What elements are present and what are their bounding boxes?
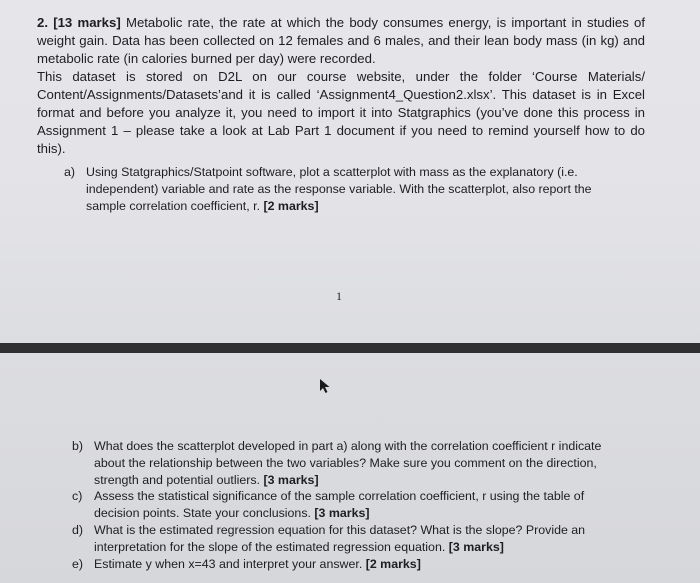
question-intro-text: Metabolic rate, the rate at which the body consumes energy, is important in studies of weight gain. Data has been collected on 12 females and 6 males, and their lean body mass (in kg) and metabolic rate (in calories burned per day) were recorded. bbox=[37, 15, 646, 66]
question-intro bbox=[37, 14, 645, 68]
part-e-letter: e) bbox=[72, 557, 84, 571]
part-e bbox=[72, 556, 632, 573]
part-e-text: Estimate y when x=43 and interpret your answer. bbox=[94, 557, 363, 571]
part-d-body bbox=[94, 522, 632, 556]
part-a-text: Using Statgraphics/Statpoint software, plot a scatterplot with mass as the explanatory (i.e. independent) variable and rate as the response variable. With the scatterplot, also report the sample correlation coefficient, r. bbox=[86, 165, 592, 213]
part-d-text: What is the estimated regression equation for this dataset? What is the slope? Provide an interpretation for the slope of the estimated regression equation. bbox=[94, 523, 586, 554]
part-a bbox=[64, 164, 632, 215]
part-d bbox=[72, 522, 632, 556]
part-b-marks: [3 marks] bbox=[263, 473, 319, 487]
part-c-marks: [3 marks] bbox=[314, 506, 370, 520]
page-separator bbox=[0, 343, 700, 353]
part-c-text: Assess the statistical significance of the sample correlation coefficient, r using the table of decision points. State your conclusions. bbox=[94, 489, 585, 520]
part-a-marks: [2 marks] bbox=[263, 199, 319, 213]
mouse-pointer-icon bbox=[318, 378, 332, 394]
part-e-body bbox=[94, 556, 632, 573]
part-d-marks: [3 marks] bbox=[448, 540, 504, 554]
part-b-letter: b) bbox=[72, 439, 84, 453]
part-e-marks: [2 marks] bbox=[365, 557, 421, 571]
part-c bbox=[72, 488, 632, 522]
part-b-text: What does the scatterplot developed in part a) along with the correlation coefficient r indicate about the relationship between the two variables? Make sure you comment on the direction, strength and potential outliers. bbox=[94, 439, 602, 487]
page-number: 1 bbox=[336, 289, 342, 303]
part-c-body bbox=[94, 488, 632, 522]
part-a-body bbox=[86, 164, 632, 215]
part-d-letter: d) bbox=[72, 523, 84, 537]
part-a-letter: a) bbox=[64, 165, 76, 179]
question-2 bbox=[37, 14, 645, 158]
part-c-letter: c) bbox=[72, 489, 83, 503]
dataset-note: This dataset is stored on D2L on our course website, under the folder ‘Course Materials/ Content/Assignments/Datasets’and it is called ‘Assignment4_Question2.xlsx’. This dataset is in Excel format and before you analyze it, you need to import it into Statgraphics (you’ve done this process in Assignment 1 – please take a look at Lab Part 1 document if you need to remind yourself how to do this). bbox=[37, 69, 645, 156]
question-number: 2. [13 marks] bbox=[37, 15, 121, 30]
part-b-body bbox=[94, 438, 632, 489]
part-b bbox=[72, 438, 632, 489]
